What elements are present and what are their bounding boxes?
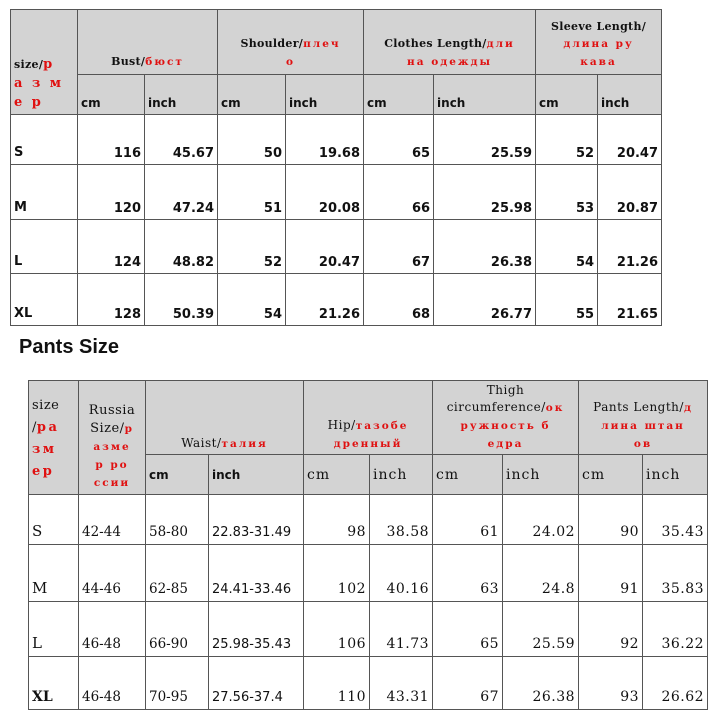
sleeve-cm-cell: 52: [536, 115, 598, 165]
tops-size-table: [10, 9, 662, 326]
shoulder-cm-cell: 50: [218, 115, 286, 165]
bust-cm-cell: 120: [78, 165, 145, 220]
size-cell: L: [11, 220, 78, 274]
shoulder-header: Shoulder/плеч о: [218, 10, 364, 75]
pants-length-header: Pants Length/д лина штан ов: [579, 381, 708, 455]
bust-inch-cell: 47.24: [145, 165, 218, 220]
unit-label: inch: [209, 455, 304, 495]
hip-inch-cell: 43.31: [370, 657, 433, 710]
bust-inch-cell: 45.67: [145, 115, 218, 165]
length-inch-cell: 26.38: [434, 220, 536, 274]
length-inch-cell: 35.83: [643, 545, 708, 602]
unit-label: cm: [218, 75, 286, 115]
unit-label: inch: [434, 75, 536, 115]
unit-label: cm: [364, 75, 434, 115]
unit-label: cm: [579, 455, 643, 495]
length-cm-cell: 90: [579, 495, 643, 545]
size-header: size/р а з м е р: [11, 10, 78, 115]
hip-inch-cell: 40.16: [370, 545, 433, 602]
thigh-cm-cell: 61: [433, 495, 503, 545]
thigh-cm-cell: 65: [433, 602, 503, 657]
sleeve-inch-cell: 20.47: [598, 115, 662, 165]
length-cm-cell: 66: [364, 165, 434, 220]
length-cm-cell: 65: [364, 115, 434, 165]
length-inch-cell: 36.22: [643, 602, 708, 657]
hip-cm-cell: 110: [304, 657, 370, 710]
hip-cm-cell: 98: [304, 495, 370, 545]
table-row: [11, 274, 662, 326]
bust-inch-cell: 50.39: [145, 274, 218, 326]
sleeve-cm-cell: 53: [536, 165, 598, 220]
unit-label: inch: [370, 455, 433, 495]
shoulder-inch-cell: 20.47: [286, 220, 364, 274]
length-inch-cell: 35.43: [643, 495, 708, 545]
waist-header: Waist/талия: [146, 381, 304, 455]
bust-cm-cell: 116: [78, 115, 145, 165]
pants-size-title: Pants Size: [19, 336, 120, 358]
sleeve-inch-cell: 21.26: [598, 220, 662, 274]
bust-inch-cell: 48.82: [145, 220, 218, 274]
sleeve-length-header: Sleeve Length/ длина ру кава: [536, 10, 662, 75]
russia-size-cell: 46-48: [79, 657, 146, 710]
unit-label: inch: [503, 455, 579, 495]
sleeve-inch-cell: 21.65: [598, 274, 662, 326]
hip-inch-cell: 38.58: [370, 495, 433, 545]
waist-cm-cell: 66-90: [146, 602, 209, 657]
unit-label: inch: [286, 75, 364, 115]
thigh-inch-cell: 24.02: [503, 495, 579, 545]
table-row: [29, 495, 708, 545]
size-cell: M: [29, 545, 79, 602]
waist-inch-cell: 24.41-33.46: [209, 545, 304, 602]
shoulder-cm-cell: 54: [218, 274, 286, 326]
thigh-cm-cell: 67: [433, 657, 503, 710]
sleeve-cm-cell: 55: [536, 274, 598, 326]
size-cell: L: [29, 602, 79, 657]
unit-label: inch: [598, 75, 662, 115]
size-cell: S: [29, 495, 79, 545]
russia-size-cell: 42-44: [79, 495, 146, 545]
size-header: size /ра зм ер: [29, 381, 79, 495]
shoulder-cm-cell: 51: [218, 165, 286, 220]
length-inch-cell: 25.98: [434, 165, 536, 220]
thigh-inch-cell: 24.8: [503, 545, 579, 602]
length-cm-cell: 93: [579, 657, 643, 710]
length-inch-cell: 25.59: [434, 115, 536, 165]
thigh-header: Thigh circumference/ок ружность б едра: [433, 381, 579, 455]
table-row: [11, 220, 662, 274]
length-cm-cell: 92: [579, 602, 643, 657]
waist-cm-cell: 58-80: [146, 495, 209, 545]
table-row: [11, 165, 662, 220]
bust-cm-cell: 128: [78, 274, 145, 326]
thigh-inch-cell: 26.38: [503, 657, 579, 710]
unit-label: cm: [536, 75, 598, 115]
clothes-length-header: Clothes Length/дли на одежды: [364, 10, 536, 75]
shoulder-inch-cell: 19.68: [286, 115, 364, 165]
shoulder-cm-cell: 52: [218, 220, 286, 274]
bust-cm-cell: 124: [78, 220, 145, 274]
waist-cm-cell: 70-95: [146, 657, 209, 710]
sleeve-cm-cell: 54: [536, 220, 598, 274]
table-row: [11, 115, 662, 165]
unit-label: cm: [433, 455, 503, 495]
unit-label: inch: [643, 455, 708, 495]
unit-label: cm: [146, 455, 209, 495]
hip-inch-cell: 41.73: [370, 602, 433, 657]
table-row: [29, 657, 708, 710]
length-inch-cell: 26.62: [643, 657, 708, 710]
waist-inch-cell: 25.98-35.43: [209, 602, 304, 657]
pants-size-table: [28, 380, 708, 710]
shoulder-inch-cell: 21.26: [286, 274, 364, 326]
length-cm-cell: 68: [364, 274, 434, 326]
unit-label: inch: [145, 75, 218, 115]
hip-cm-cell: 106: [304, 602, 370, 657]
russia-size-header: Russia Size/р азме р ро ссии: [79, 381, 146, 495]
hip-cm-cell: 102: [304, 545, 370, 602]
waist-inch-cell: 22.83-31.49: [209, 495, 304, 545]
thigh-cm-cell: 63: [433, 545, 503, 602]
unit-label: cm: [78, 75, 145, 115]
table-row: [29, 545, 708, 602]
size-cell: M: [11, 165, 78, 220]
sleeve-inch-cell: 20.87: [598, 165, 662, 220]
length-cm-cell: 67: [364, 220, 434, 274]
hip-header: Hip/тазобе дренный: [304, 381, 433, 455]
length-inch-cell: 26.77: [434, 274, 536, 326]
waist-inch-cell: 27.56-37.4: [209, 657, 304, 710]
size-cell: S: [11, 115, 78, 165]
russia-size-cell: 44-46: [79, 545, 146, 602]
length-cm-cell: 91: [579, 545, 643, 602]
bust-header: Bust/бюст: [78, 10, 218, 75]
table-row: [29, 602, 708, 657]
russia-size-cell: 46-48: [79, 602, 146, 657]
thigh-inch-cell: 25.59: [503, 602, 579, 657]
unit-label: cm: [304, 455, 370, 495]
waist-cm-cell: 62-85: [146, 545, 209, 602]
size-cell: XL: [11, 274, 78, 326]
shoulder-inch-cell: 20.08: [286, 165, 364, 220]
size-cell: XL: [29, 657, 79, 710]
